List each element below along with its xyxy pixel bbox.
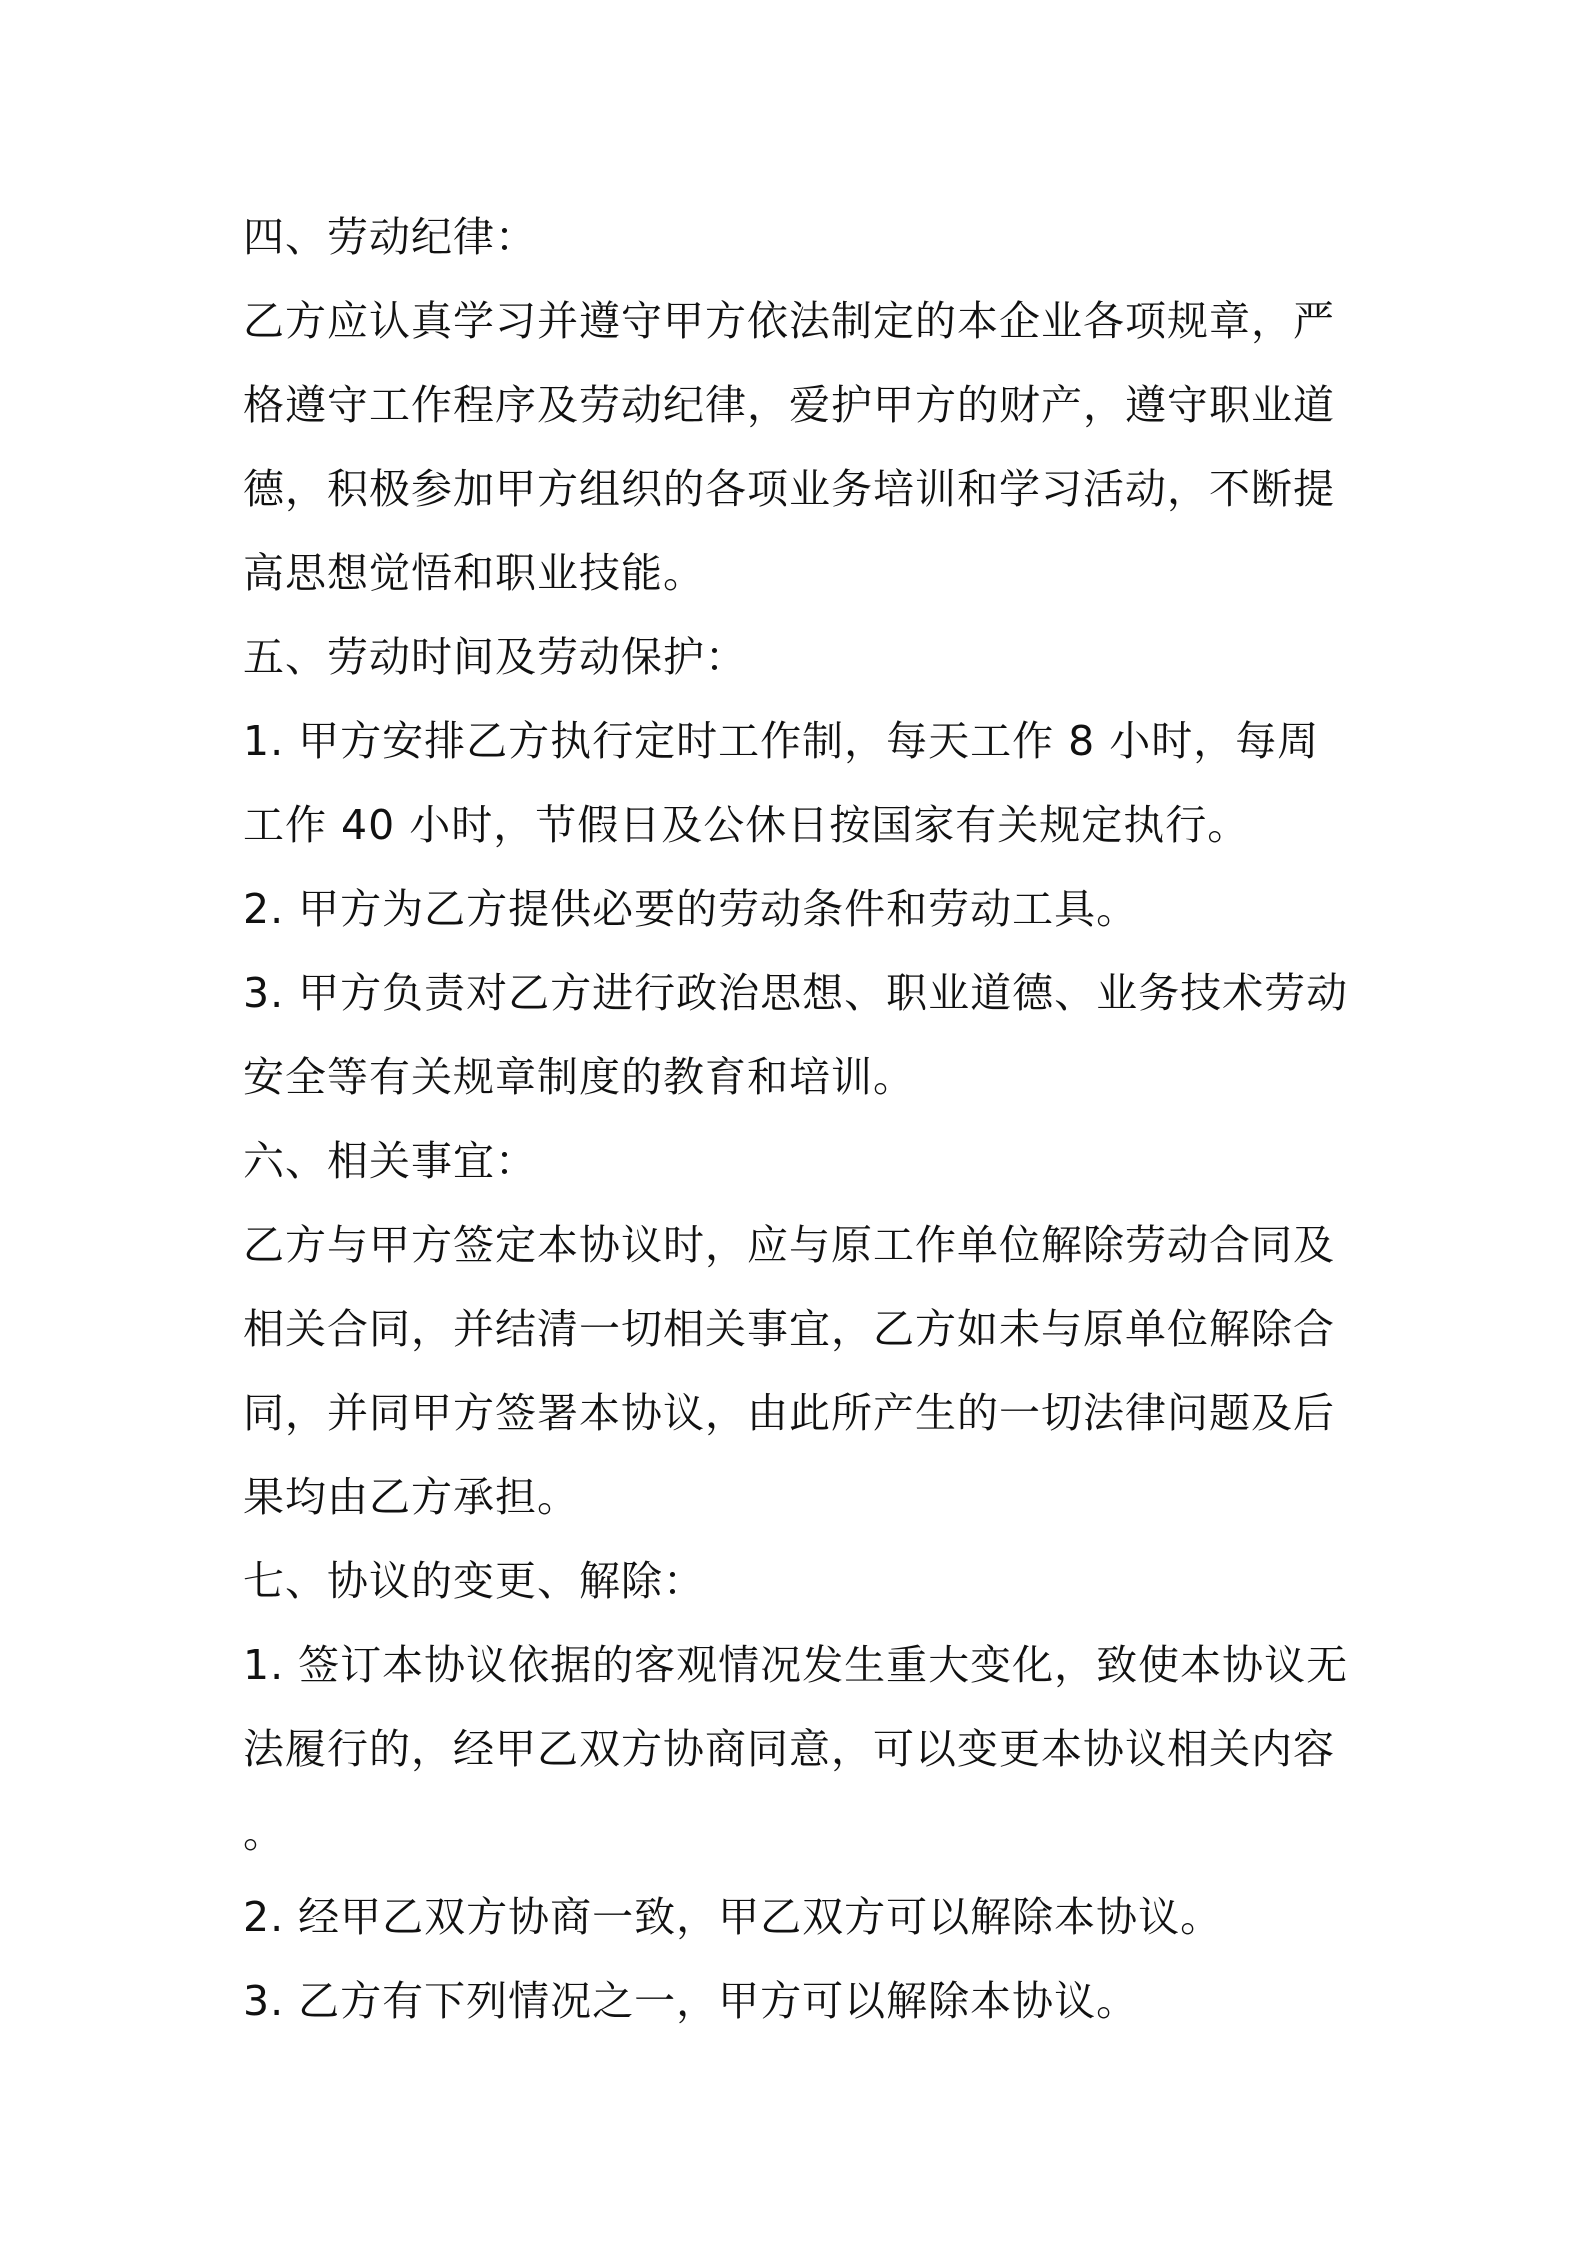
clause-line: 1. 甲方安排乙方执行定时工作制，每天工作 8 小时，每周: [243, 717, 1320, 765]
clause-line: 法履行的，经甲乙双方协商同意，可以变更本协议相关内容: [243, 1725, 1335, 1773]
paragraph-line: 德，积极参加甲方组织的各项业务培训和学习活动，不断提: [243, 465, 1335, 513]
section-heading-related-matters: 六、相关事宜：: [243, 1137, 537, 1185]
paragraph-line: 果均由乙方承担。: [243, 1473, 579, 1521]
document-body: [243, 195, 1355, 2043]
section-heading-working-hours: 五、劳动时间及劳动保护：: [243, 633, 747, 681]
section-heading-labor-discipline: 四、劳动纪律：: [243, 213, 537, 261]
clause-line: 1. 签订本协议依据的客观情况发生重大变化，致使本协议无: [243, 1641, 1349, 1689]
clause-line: 2. 经甲乙双方协商一致，甲乙双方可以解除本协议。: [243, 1893, 1223, 1941]
clause-line: 3. 甲方负责对乙方进行政治思想、职业道德、业务技术劳动: [243, 969, 1349, 1017]
section-heading-change-termination: 七、协议的变更、解除：: [243, 1557, 705, 1605]
paragraph-line: 同，并同甲方签署本协议，由此所产生的一切法律问题及后: [243, 1389, 1335, 1437]
paragraph-line: 相关合同，并结清一切相关事宜，乙方如未与原单位解除合: [243, 1305, 1335, 1353]
paragraph-line: 乙方与甲方签定本协议时，应与原工作单位解除劳动合同及: [243, 1221, 1335, 1269]
paragraph-line: 格遵守工作程序及劳动纪律，爱护甲方的财产，遵守职业道: [243, 381, 1335, 429]
paragraph-line: 高思想觉悟和职业技能。: [243, 549, 705, 597]
paragraph-line: 乙方应认真学习并遵守甲方依法制定的本企业各项规章，严: [243, 297, 1335, 345]
clause-line: 2. 甲方为乙方提供必要的劳动条件和劳动工具。: [243, 885, 1139, 933]
clause-line: 工作 40 小时，节假日及公休日按国家有关规定执行。: [243, 801, 1250, 849]
clause-line: 3. 乙方有下列情况之一，甲方可以解除本协议。: [243, 1977, 1139, 2025]
clause-line: 。: [243, 1809, 285, 1857]
clause-line: 安全等有关规章制度的教育和培训。: [243, 1053, 915, 1101]
